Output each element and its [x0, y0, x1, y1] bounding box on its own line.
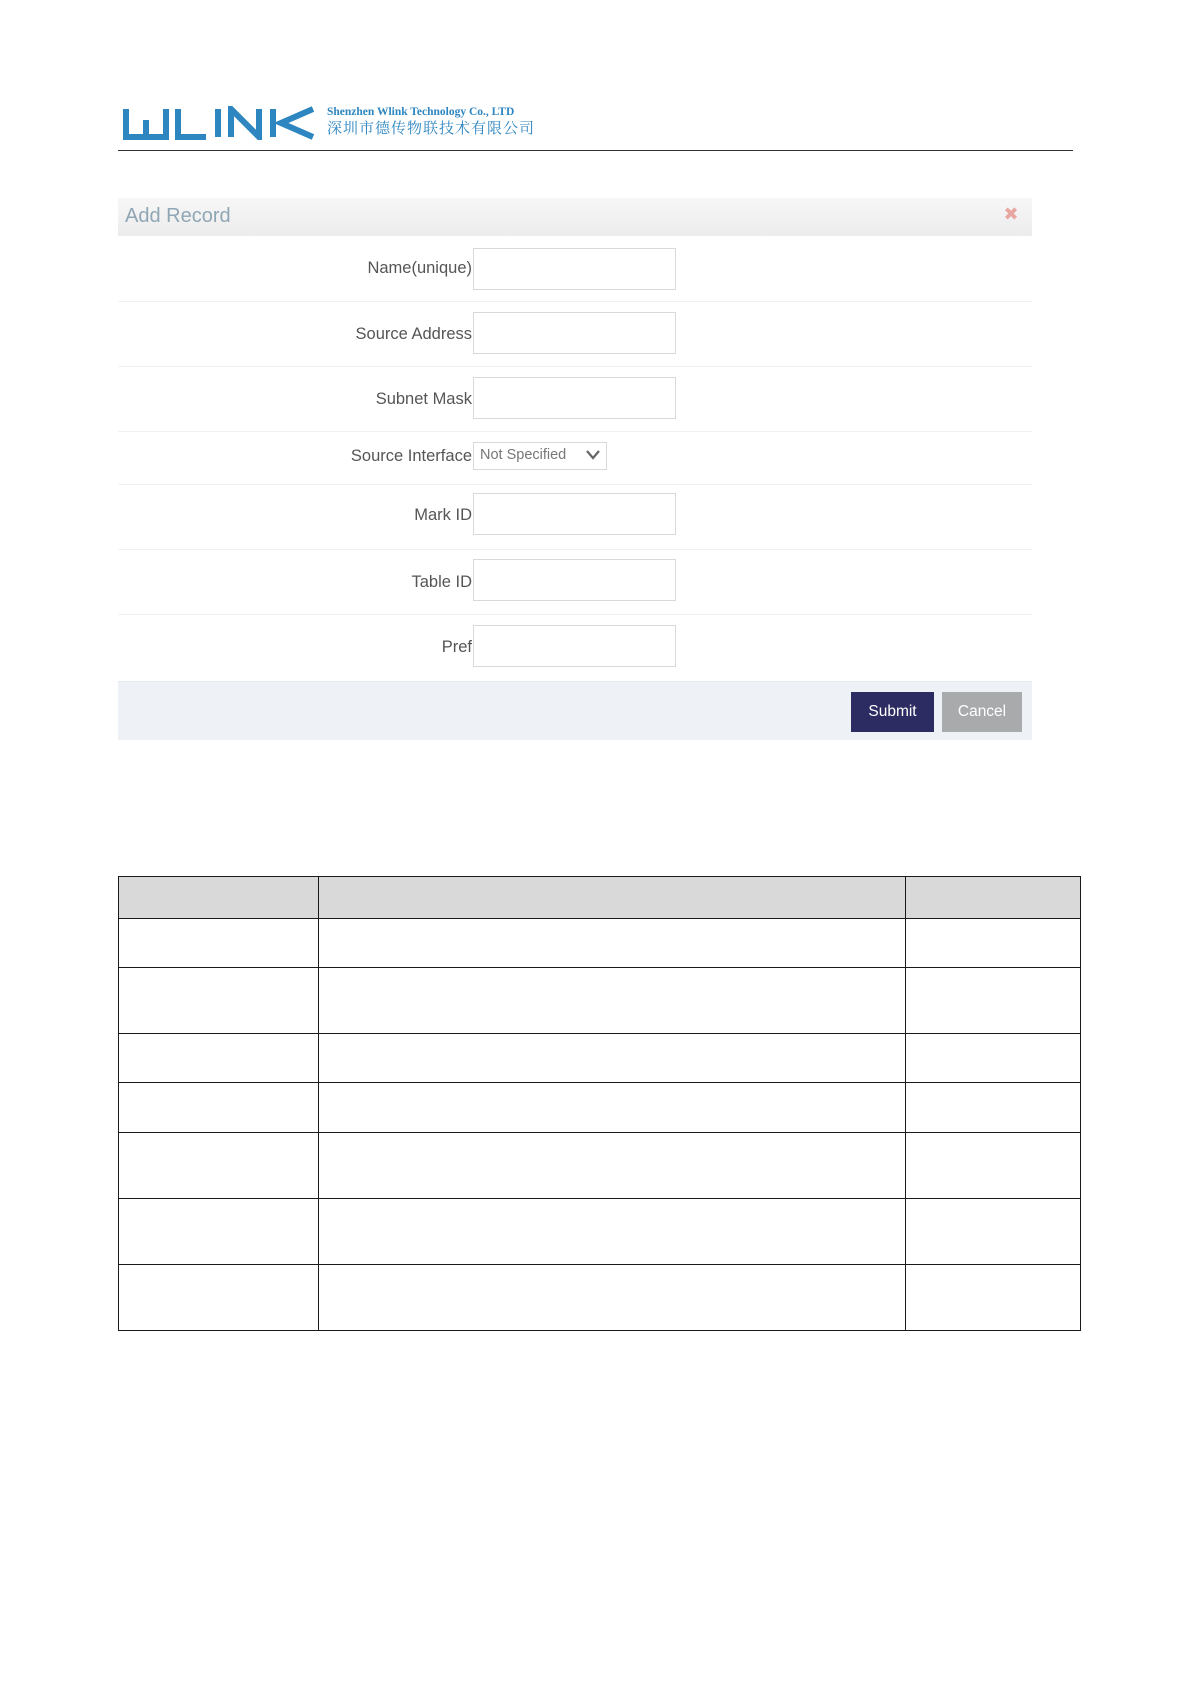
- add-record-dialog: [118, 198, 1032, 740]
- chevron-down-icon: [586, 450, 600, 460]
- table-cell: [318, 1133, 905, 1199]
- name-input[interactable]: [473, 248, 676, 290]
- table-cell: [906, 1083, 1081, 1133]
- table-row: [119, 1265, 1081, 1331]
- table-cell: [906, 919, 1081, 968]
- table-cell: [906, 1265, 1081, 1331]
- company-name-en: Shenzhen Wlink Technology Co., LTD: [327, 106, 515, 118]
- table-cell: [119, 1199, 319, 1265]
- source-interface-select[interactable]: [473, 442, 607, 470]
- table-cell: [906, 968, 1081, 1034]
- name-label: Name(unique): [367, 259, 472, 277]
- table-cell: [119, 919, 319, 968]
- pref-input[interactable]: [473, 625, 676, 667]
- table-header-row: [119, 877, 1081, 919]
- form-row-name: [118, 236, 1032, 302]
- source-address-label: Source Address: [355, 325, 472, 343]
- table-id-input[interactable]: [473, 559, 676, 601]
- table-cell: [318, 919, 905, 968]
- table-cell: [119, 1083, 319, 1133]
- table-cell: [906, 1133, 1081, 1199]
- table-cell: [318, 968, 905, 1034]
- table-cell: [119, 968, 319, 1034]
- form-row-table-id: [118, 550, 1032, 615]
- table-cell: [318, 1265, 905, 1331]
- pref-label: Pref: [441, 638, 472, 656]
- table-row: [119, 968, 1081, 1034]
- company-name: [327, 106, 535, 139]
- table-row: [119, 1083, 1081, 1133]
- table-id-label: Table ID: [411, 573, 472, 591]
- form-row-pref: [118, 615, 1032, 681]
- table-cell: [119, 1265, 319, 1331]
- subnet-mask-input[interactable]: [473, 377, 676, 419]
- mark-id-label: Mark ID: [414, 506, 472, 524]
- table-header-cell: [119, 877, 319, 919]
- page-header: [118, 100, 1073, 151]
- source-address-input[interactable]: [473, 312, 676, 354]
- table-row: [119, 1199, 1081, 1265]
- submit-button[interactable]: Submit: [851, 692, 934, 732]
- table-cell: [318, 1034, 905, 1083]
- form-row-source-address: [118, 302, 1032, 367]
- table-cell: [318, 1199, 905, 1265]
- table-cell: [119, 1034, 319, 1083]
- table-cell: [119, 1133, 319, 1199]
- table-cell: [318, 1083, 905, 1133]
- mark-id-input[interactable]: [473, 493, 676, 535]
- company-name-cn: 深圳市德传物联技术有限公司: [327, 121, 536, 137]
- table-header-cell: [318, 877, 905, 919]
- parameter-table: [118, 876, 1081, 1331]
- table-row: [119, 919, 1081, 968]
- source-interface-value: Not Specified: [480, 447, 567, 463]
- form-row-subnet-mask: [118, 367, 1032, 432]
- close-icon[interactable]: ✖: [1003, 204, 1019, 225]
- table-cell: [906, 1199, 1081, 1265]
- wlink-logo: [123, 106, 318, 140]
- form-row-source-interface: [118, 432, 1032, 485]
- source-interface-label: Source Interface: [350, 447, 472, 465]
- table-row: [119, 1133, 1081, 1199]
- dialog-title: Add Record: [125, 205, 231, 227]
- dialog-header: [118, 198, 1032, 236]
- table-row: [119, 1034, 1081, 1083]
- table-cell: [906, 1034, 1081, 1083]
- subnet-mask-label: Subnet Mask: [375, 390, 472, 408]
- table-header-cell: [906, 877, 1081, 919]
- form-row-mark-id: [118, 485, 1032, 550]
- cancel-button[interactable]: Cancel: [942, 692, 1022, 732]
- dialog-footer: [118, 681, 1032, 740]
